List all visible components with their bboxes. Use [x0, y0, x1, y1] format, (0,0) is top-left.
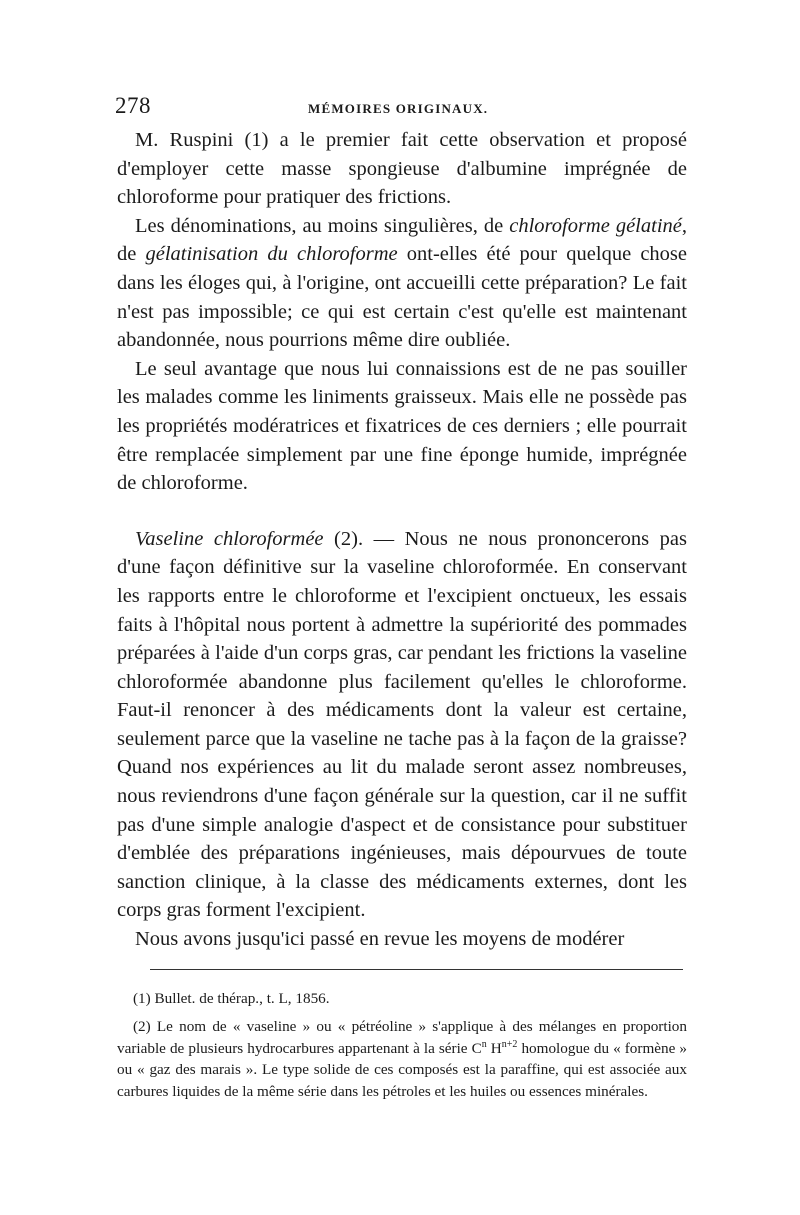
footnote-text: homologue du « formène » ou « gaz des marais ». Le type solide de ces composés est la paraffine, qui est associée aux carbures liquides de la même série dans les pétroles et les huiles ou essences minérales.: [117, 1039, 687, 1101]
formula-superscript: n: [481, 1038, 487, 1050]
footnote-text: (2) Le nom de « vaseline » ou « pétréoline » s'applique à des mélanges en proportion variable de plusieurs hydrocarbures appartenant à la série C: [117, 1017, 687, 1057]
running-head: MÉMOIRES ORIGINAUX.: [308, 101, 489, 116]
page-number: 278: [115, 93, 151, 118]
formula-superscript: n+2: [501, 1038, 518, 1050]
footnote-text: (1) Bullet. de thérap., t. L, 1856.: [133, 990, 330, 1007]
main-text: [117, 126, 687, 954]
footnote-1: [117, 988, 687, 1010]
paragraph-text: Nous avons jusqu'ici passé en revue les moyens de modérer: [135, 928, 625, 951]
paragraph-text: ont-elles été pour quelque chose dans les éloges qui, à l'origine, ont accueilli cette préparation? Le fait n'est pas impossible; ce qui est certain c'est qu'elle est maintenant abandonnée, nous pourrions même dire oubliée.: [117, 243, 687, 352]
section-title-vaseline: Vaseline chloroformée: [135, 527, 324, 550]
paragraph-avantage: [117, 355, 687, 498]
paragraph-denominations: [117, 212, 687, 355]
paragraph-ruspini: [117, 126, 687, 212]
paragraph-text: (2). — Nous ne nous prononcerons pas d'une façon définitive sur la vaseline chloroformée. En conservant les rapports entre le chloroforme et l'excipient onctueux, les essais faits à l'hôpital nous portent à admettre la supériorité des pommades préparées à l'aide d'un corps gras, car pendant les frictions la vaseline chloroformée abandonne plus facilement qu'elles le chloroforme. Faut-il renoncer à des médicaments dont la valeur est certaine, seulement parce que la vaseline ne tache pas à la façon de la graisse? Quand nos expériences au lit du malade seront assez nombreuses, nous reviendrons d'une façon générale sur la question, car il ne suffit pas d'une simple analogie d'aspect et de consistance pour substituer d'emblée des préparations ingénieuses, mais dépourvues de toute sanction clinique, à la classe des médicaments externes, dont les corps gras forment l'excipient.: [117, 527, 687, 922]
paragraph-text: M. Ruspini (1) a le premier fait cette observation et proposé d'employer cette masse spongieuse d'albumine imprégnée de chloroforme pour pratiquer des frictions.: [117, 129, 687, 209]
paragraph-vaseline: [117, 525, 687, 925]
italic-term: chloroforme gélatiné: [509, 214, 682, 237]
footnotes: [117, 988, 687, 1103]
footnote-text: H: [486, 1039, 502, 1057]
paragraph-text: Les dénominations, au moins singulières, de: [135, 214, 510, 237]
paragraph-text: Le seul avantage que nous lui connaissions est de ne pas souiller les malades comme les liniments graisseux. Mais elle ne possède pas les propriétés modératrices et fixatrices de ces derniers ; elle pourrait être remplacée simplement par une fine éponge humide, imprégnée de chloroforme.: [117, 357, 687, 495]
paragraph-revue: [117, 925, 687, 954]
page-header: [115, 93, 690, 123]
italic-term: gélatinisation du chloroforme: [145, 243, 398, 266]
footnote-divider: [150, 969, 683, 970]
paragraph-text: , de: [117, 214, 687, 266]
footnote-2: [117, 1016, 687, 1103]
